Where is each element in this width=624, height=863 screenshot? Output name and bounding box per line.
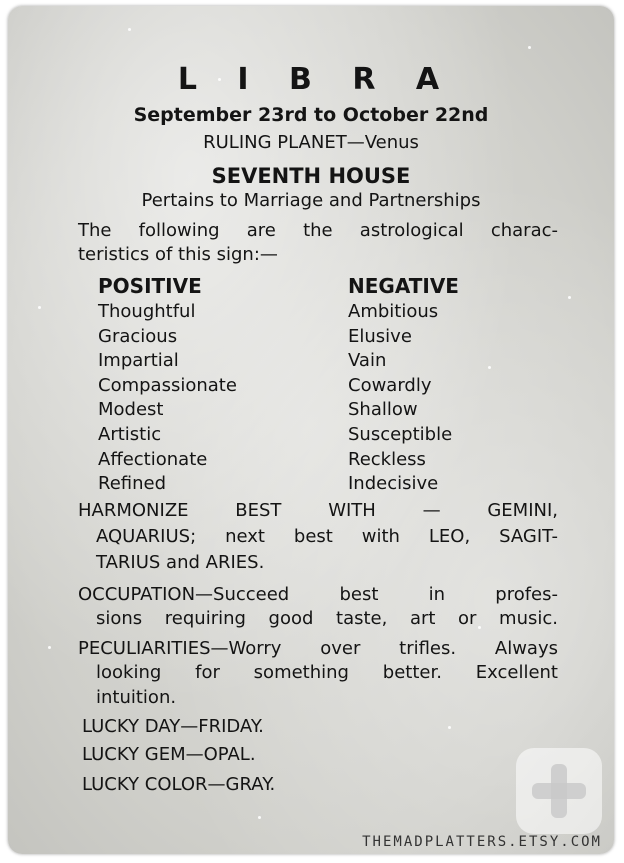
ruling-planet: RULING PLANET—Venus — [203, 132, 419, 153]
occupation-line: sions requiring good taste, art or music. — [96, 608, 558, 629]
positive-column — [98, 272, 237, 497]
positive-trait: Thoughtful — [98, 301, 196, 322]
harmonize-line: AQUARIUS; next best with LEO, SAGIT- — [96, 526, 558, 547]
positive-trait: Modest — [98, 399, 164, 421]
libra-card — [8, 6, 614, 854]
peculiarities-line: looking for something better. Excellent — [96, 662, 558, 683]
sign-dates: September 23rd to October 22nd — [133, 104, 489, 126]
intro-line: teristics of this sign:— — [78, 244, 278, 265]
plus-watermark-icon — [516, 748, 602, 834]
shop-credit: THEMADPLATTERS.ETSY.COM — [362, 834, 602, 850]
negative-trait: Ambitious — [348, 301, 439, 322]
positive-trait: Gracious — [98, 325, 178, 347]
lucky-day: LUCKY DAY—FRIDAY. — [82, 716, 264, 737]
negative-column — [348, 272, 459, 497]
positive-trait: Affectionate — [98, 448, 208, 470]
star-decoration — [258, 816, 261, 819]
occupation-line: OCCUPATION—Succeed best in profes- — [78, 584, 558, 605]
positive-header: POSITIVE — [98, 274, 202, 298]
star-decoration — [528, 46, 531, 49]
lucky-color: LUCKY COLOR—GRAY. — [82, 774, 276, 795]
negative-header: NEGATIVE — [348, 274, 459, 298]
negative-trait: Reckless — [348, 448, 426, 470]
positive-trait: Compassionate — [98, 374, 237, 396]
harmonize-line: HARMONIZE BEST WITH — GEMINI, — [78, 500, 558, 521]
house-description: Pertains to Marriage and Partnerships — [141, 190, 481, 211]
peculiarities-line: intuition. — [96, 687, 177, 708]
star-decoration — [448, 726, 451, 729]
lucky-gem: LUCKY GEM—OPAL. — [82, 744, 256, 765]
negative-trait: Shallow — [348, 399, 418, 421]
intro-line: The following are the astrological charac- — [78, 220, 558, 241]
sign-title: L I B R A — [177, 62, 455, 97]
star-decoration — [48, 646, 51, 649]
negative-trait: Cowardly — [348, 374, 432, 396]
positive-trait: Artistic — [98, 423, 162, 445]
negative-trait: Susceptible — [348, 423, 453, 445]
star-decoration — [488, 366, 491, 369]
house-heading: SEVENTH HOUSE — [211, 164, 411, 188]
star-decoration — [38, 306, 41, 309]
positive-trait: Impartial — [98, 350, 179, 372]
negative-trait: Indecisive — [348, 473, 439, 495]
negative-trait: Elusive — [348, 325, 412, 347]
negative-trait: Vain — [348, 350, 387, 372]
peculiarities-line: PECULIARITIES—Worry over trifles. Always — [78, 638, 558, 659]
positive-trait: Refined — [98, 473, 167, 495]
star-decoration — [568, 296, 571, 299]
star-decoration — [128, 28, 131, 31]
harmonize-line: TARIUS and ARIES. — [96, 552, 265, 573]
